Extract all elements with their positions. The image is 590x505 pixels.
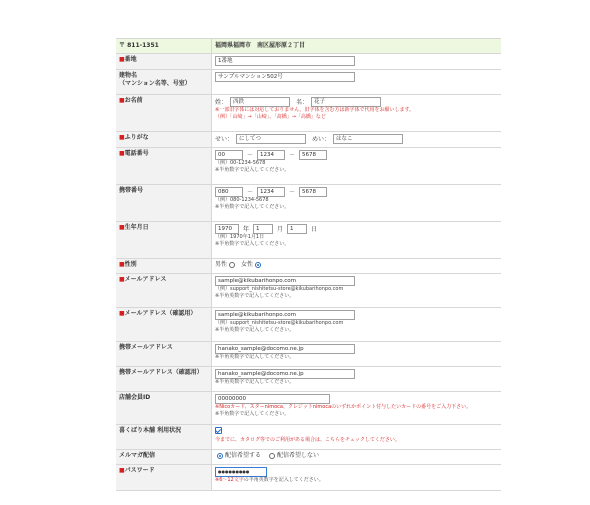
email-confirm-note: ※半角英数字で記入してください。	[215, 327, 295, 333]
password-cell	[212, 465, 501, 490]
mobile-note: ※半角数字で記入してください。	[215, 204, 290, 210]
banchi-label	[116, 54, 212, 69]
magazine-subscribe-text: 配信希望する	[225, 452, 262, 459]
address-header-row	[116, 39, 501, 54]
gender-male-radio[interactable]	[229, 262, 235, 268]
magazine-unsubscribe-radio[interactable]	[269, 453, 275, 459]
name-label-text: お名前	[124, 97, 143, 104]
mobile-cell	[212, 185, 501, 221]
email-confirm-label-text: メールアドレス（確認用）	[124, 310, 197, 317]
day-unit: 日	[311, 225, 318, 233]
email-example: （例）support_nishitetsu-store@kikubarihonpo.com	[215, 286, 344, 292]
mobile-input-2[interactable]: 1234	[257, 187, 285, 197]
banchi-row	[116, 54, 501, 70]
required-mark: ■	[119, 56, 125, 63]
member-id-row	[116, 392, 501, 425]
mobile-email-input[interactable]: hanako_sample@docomo.ne.jp	[215, 344, 355, 354]
mei-label: 名：	[295, 98, 308, 106]
member-id-input[interactable]: 00000000	[215, 394, 330, 404]
usage-checkbox[interactable]	[215, 427, 222, 434]
birthdate-example: （例）1970年1月1日	[215, 234, 265, 240]
building-cell	[212, 70, 501, 94]
building-label	[116, 70, 212, 94]
phone-cell	[212, 148, 501, 184]
email-confirm-row	[116, 308, 501, 342]
name-label	[116, 95, 212, 131]
gender-label	[116, 259, 212, 273]
email-confirm-cell	[212, 308, 501, 341]
registration-form	[116, 38, 501, 491]
furigana-label	[116, 132, 212, 147]
required-mark: ■	[119, 467, 125, 474]
last-name-input[interactable]: 西鉄	[230, 97, 290, 107]
birth-month-input[interactable]: 1	[253, 224, 273, 234]
phone-row	[116, 148, 501, 185]
mobile-dash: －	[247, 188, 254, 196]
magazine-cell	[212, 450, 501, 464]
banchi-input[interactable]: 1番地	[215, 56, 355, 66]
email-confirm-example: （例）support_nishitetsu-store@kikubarihonpo.com	[215, 320, 344, 326]
mobile-example: （例）080-1234-5678	[215, 197, 269, 203]
phone-dash: －	[247, 151, 254, 159]
old-kanji-example: （例）「山﨑」→「山崎」、「髙橋」→「高橋」など	[215, 114, 326, 120]
phone-note: ※半角数字で記入してください。	[215, 167, 290, 173]
furigana-label-text: ふりがな	[124, 134, 149, 141]
banchi-cell	[212, 54, 501, 69]
mobile-row	[116, 185, 501, 222]
birth-day-input[interactable]: 1	[287, 224, 307, 234]
building-label-line2: （マンション名等、号室）	[119, 80, 191, 87]
gender-row	[116, 259, 501, 274]
required-mark: ■	[119, 150, 125, 157]
usage-hint: 今までに、カタログ等でのご利用がある場合は、こちらをチェックしてください。	[215, 437, 400, 443]
password-note	[215, 477, 501, 484]
sei-label: 姓：	[215, 98, 228, 106]
mobile-email-confirm-input[interactable]: hanako_sample@docomo.ne.jp	[215, 369, 355, 379]
birthdate-row	[116, 222, 501, 259]
required-mark: ■	[119, 134, 125, 141]
furigana-sei-label: せい：	[215, 135, 234, 143]
required-mark: ■	[119, 224, 125, 231]
first-name-input[interactable]: 花子	[311, 97, 381, 107]
gender-male-text: 男性	[215, 261, 228, 268]
mobile-email-note: ※半角英数字で記入してください。	[215, 354, 295, 360]
gender-female-radio[interactable]	[255, 262, 261, 268]
birthdate-cell	[212, 222, 501, 258]
birthdate-note: ※半角数字で記入してください。	[215, 241, 290, 247]
usage-label: 喜くばり本舗 利用状況	[116, 425, 212, 449]
required-mark: ■	[119, 310, 125, 317]
required-mark: ■	[119, 261, 125, 268]
phone-label-text: 電話番号	[124, 150, 149, 157]
usage-row	[116, 425, 501, 450]
mobile-email-confirm-note: ※半角英数字で記入してください。	[215, 379, 295, 385]
mobile-email-label: 携帯メールアドレス	[116, 342, 212, 366]
magazine-subscribe-radio[interactable]	[217, 453, 223, 459]
email-note: ※半角英数字で記入してください。	[215, 293, 295, 299]
mobile-dash: －	[289, 188, 296, 196]
phone-example: （例）00-1234-5678	[215, 160, 266, 166]
phone-label	[116, 148, 212, 184]
name-cell	[212, 95, 501, 131]
magazine-unsubscribe-text: 配信希望しない	[276, 452, 319, 459]
gender-cell	[212, 259, 501, 273]
name-row	[116, 95, 501, 132]
mobile-email-confirm-cell	[212, 367, 501, 391]
member-id-label: 店舗会員ID	[116, 392, 212, 424]
building-label-line1: 建物名	[119, 72, 138, 79]
usage-cell	[212, 425, 501, 449]
email-confirm-label	[116, 308, 212, 341]
password-row	[116, 465, 501, 491]
mobile-input-1[interactable]: 080	[215, 187, 243, 197]
mobile-input-3[interactable]: 5678	[299, 187, 327, 197]
password-length-warn: ※6～12文字	[215, 477, 244, 483]
phone-dash: －	[289, 151, 296, 159]
mobile-label: 携帯番号	[116, 185, 212, 221]
email-row	[116, 274, 501, 308]
member-id-cell	[212, 392, 501, 424]
prefecture-city-address: 福岡県福岡市 南区屋形原２丁目	[212, 39, 501, 53]
year-unit: 年	[243, 225, 250, 233]
email-confirm-input[interactable]: sample@kikubarihonpo.com	[215, 310, 355, 320]
phone-input-3[interactable]: 5678	[299, 150, 327, 160]
password-note-text: の半角英数字を記入してください。	[243, 477, 324, 483]
birth-year-input[interactable]: 1970	[215, 224, 239, 234]
email-cell	[212, 274, 501, 307]
email-label-text: メールアドレス	[124, 276, 167, 283]
password-input[interactable]: ●●●●●●●●●	[215, 467, 267, 477]
required-mark: ■	[119, 97, 125, 104]
mobile-email-confirm-row	[116, 367, 501, 392]
old-kanji-warning: ※一部旧字体には対応しておりません。旧字体を含む方は新字体で代用をお願いします。	[215, 107, 415, 113]
birthdate-label-text: 生年月日	[124, 224, 149, 231]
magazine-label: メルマガ配信	[116, 450, 212, 464]
birthdate-label	[116, 222, 212, 258]
furigana-row	[116, 132, 501, 148]
furigana-first-input[interactable]: はなこ	[333, 134, 403, 144]
building-row	[116, 70, 501, 95]
password-label-text: パスワード	[124, 467, 155, 474]
member-id-warning: ※Nicoカード、スターnimoca、クレジットnimocaのいずれかポイント付与したいカードの番号をご入力下さい。	[215, 404, 472, 410]
banchi-label-text: 番地	[124, 56, 137, 63]
mobile-email-row	[116, 342, 501, 367]
postal-code: 〒 811-1351	[116, 39, 212, 53]
member-id-note: ※半角数字で記入してください。	[215, 411, 290, 417]
gender-female-text: 女性	[240, 261, 253, 268]
email-label	[116, 274, 212, 307]
furigana-mei-label: めい：	[311, 135, 330, 143]
phone-input-2[interactable]: 1234	[257, 150, 285, 160]
furigana-cell	[212, 132, 501, 147]
mobile-email-cell	[212, 342, 501, 366]
magazine-row	[116, 450, 501, 465]
furigana-last-input[interactable]: にしてつ	[236, 134, 306, 144]
email-input[interactable]: sample@kikubarihonpo.com	[215, 276, 355, 286]
phone-input-1[interactable]: 00	[215, 150, 243, 160]
building-input[interactable]: サンプルマンション502号	[215, 72, 355, 82]
password-label	[116, 465, 212, 490]
required-mark: ■	[119, 276, 125, 283]
mobile-email-confirm-label: 携帯メールアドレス（確認用）	[116, 367, 212, 391]
month-unit: 月	[277, 225, 284, 233]
gender-label-text: 性別	[124, 261, 137, 268]
